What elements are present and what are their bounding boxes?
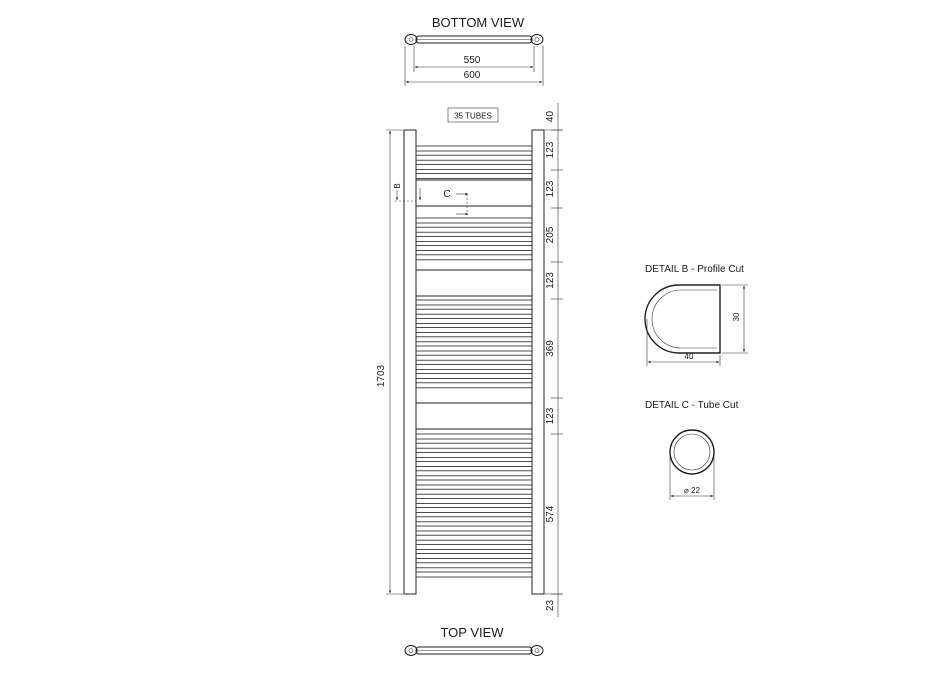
detail-b-dim-height [722,285,748,353]
tube-10 [416,300,532,305]
tube-count-tag [448,108,498,122]
tube-16 [416,355,532,360]
detail-b-height-label: 30 [732,312,741,322]
tube-27 [416,498,532,503]
top-view-rail [405,646,543,656]
right-dim-label: 369 [545,340,556,357]
tube-20 [416,434,532,439]
bottom-view [405,15,543,86]
detail-b-profile [645,285,720,353]
right-dim-label: 40 [545,110,556,123]
detail-b-dim-width [647,319,720,366]
tube-11 [416,309,532,314]
detail-b [645,264,748,366]
detail-c-tube [670,430,714,474]
tube-group [416,146,532,577]
right-dim-label: 123 [545,180,556,198]
tube-5 [416,218,532,223]
tube-12 [416,318,532,323]
top-view-title: TOP VIEW [440,625,504,640]
tube-9 [416,255,532,260]
tube-24 [416,471,532,476]
tube-32 [416,544,532,549]
tube-3 [416,164,532,169]
tube-4 [416,174,532,179]
front-view [376,103,563,617]
left-rail [404,130,416,594]
right-rail [532,130,544,594]
tube-34 [416,563,532,568]
tube-17 [416,364,532,369]
tube-29 [416,517,532,522]
tube-18 [416,374,532,379]
tube-21 [416,443,532,448]
right-dim-label: 574 [545,505,556,523]
tube-15 [416,346,532,351]
detail-c-marker [420,188,468,215]
detail-b-title: DETAIL B - Profile Cut [645,264,744,275]
tube-8 [416,246,532,251]
detail-c-marker-label: C [443,189,451,200]
right-dimension-chain [544,103,563,617]
tube-22 [416,452,532,457]
top-view [405,625,543,656]
detail-c-diameter-label: ⌀ 22 [684,486,700,495]
dim-550-label: 550 [463,55,481,66]
tube-19 [416,383,532,388]
right-dim-label: 123 [545,407,556,425]
detail-b-width-label: 40 [684,352,694,361]
tube-35 [416,572,532,577]
tube-31 [416,535,532,540]
tube-count-label: 35 TUBES [454,111,492,121]
gap-panel-1 [416,180,532,206]
tube-1 [416,146,532,151]
tube-25 [416,480,532,485]
right-dim-label: 123 [545,272,556,289]
bottom-view-rail [405,35,543,45]
bottom-view-title: BOTTOM VIEW [431,15,525,30]
dim-600-label: 600 [463,70,481,81]
total-height-dim [376,130,403,594]
detail-c-title: DETAIL C - Tube Cut [645,400,739,411]
tube-13 [416,328,532,333]
tube-6 [416,227,532,232]
tube-7 [416,236,532,241]
right-dim-label: 205 [545,226,556,244]
tube-26 [416,489,532,494]
tube-33 [416,554,532,559]
total-height-label: 1703 [376,364,387,388]
tube-23 [416,462,532,467]
tube-30 [416,526,532,531]
detail-c [645,400,739,500]
tube-2 [416,155,532,160]
tube-14 [416,337,532,342]
right-dim-label: 123 [545,141,556,159]
gap-panel-2 [416,270,532,296]
right-dim-label: 23 [545,599,556,612]
bottom-view-dim-600 [405,46,543,86]
detail-b-marker-label: B [393,183,402,189]
gap-panel-3 [416,403,532,429]
tube-28 [416,508,532,513]
bottom-view-dim-550 [414,46,534,72]
